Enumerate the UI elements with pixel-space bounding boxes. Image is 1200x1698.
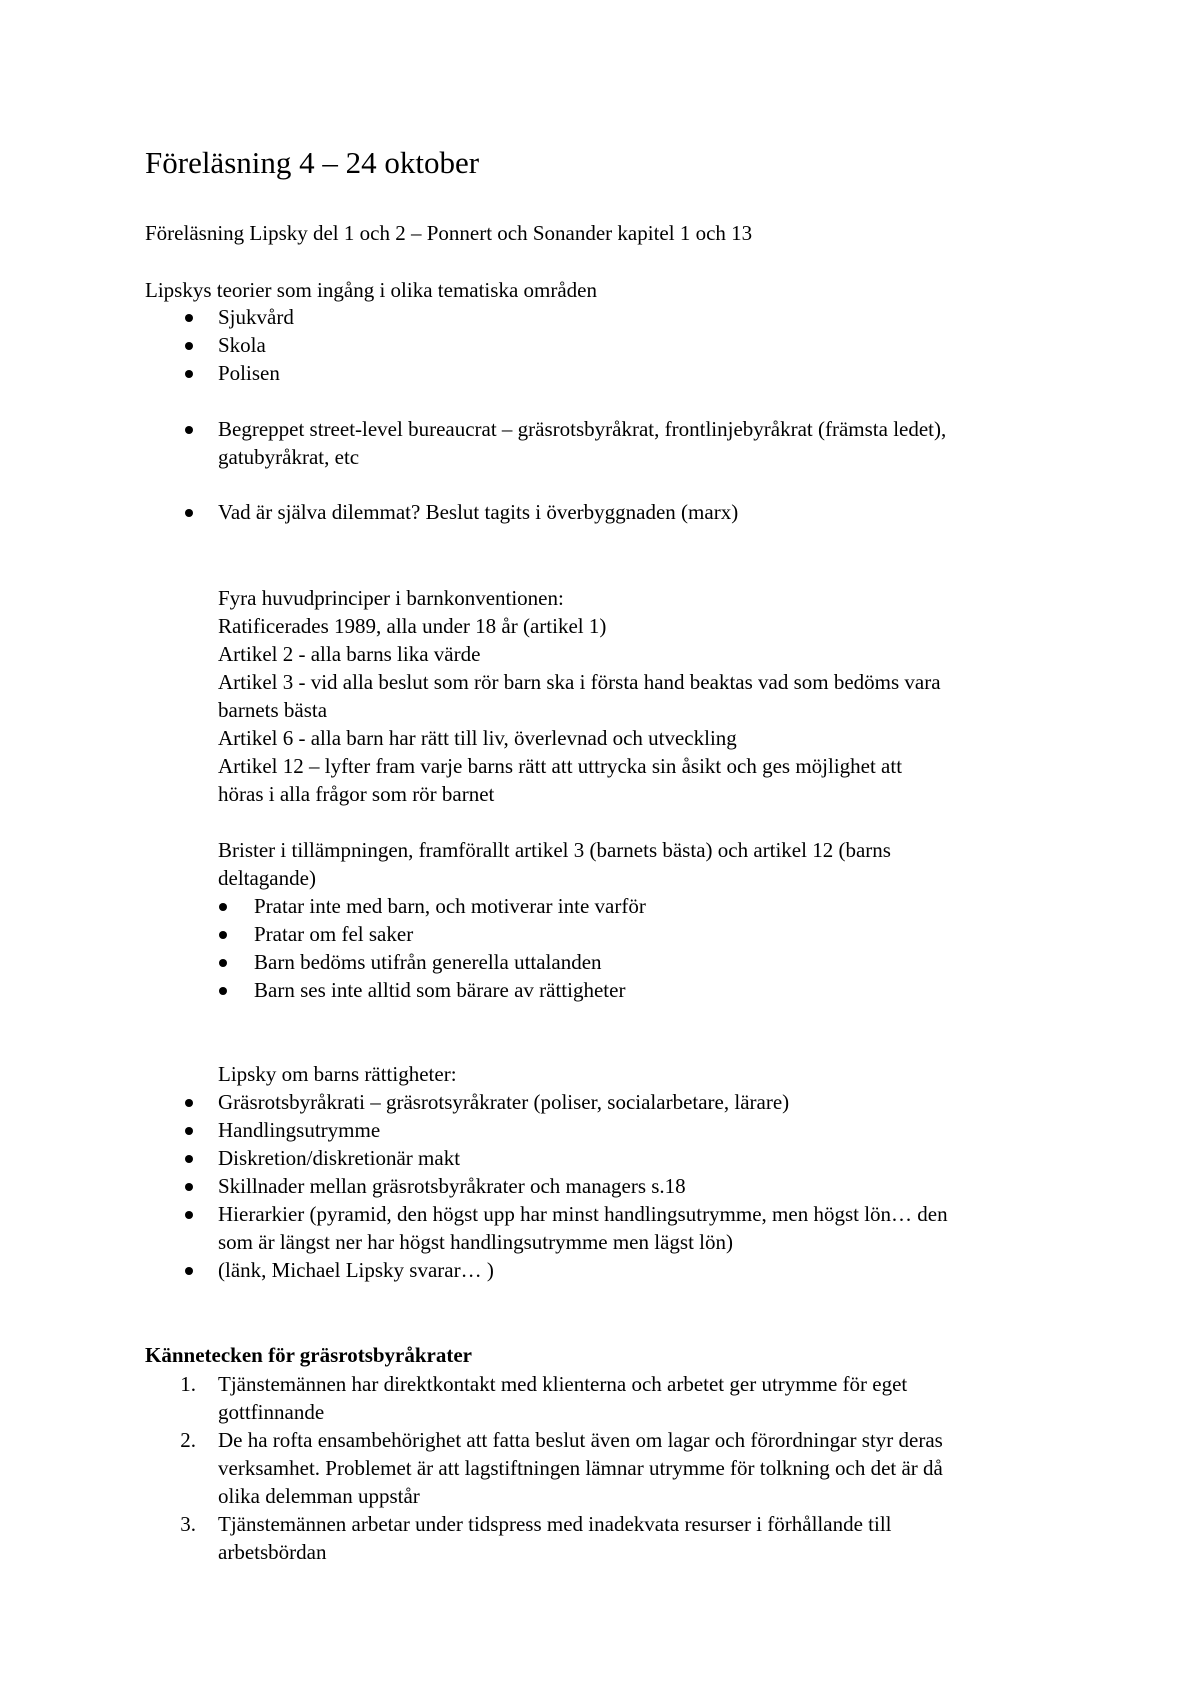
list-item: Vad är själva dilemmat? Beslut tagits i överbyggnaden (marx) [218,500,739,524]
bullet-icon [219,959,227,967]
page-title: Föreläsning 4 – 24 oktober [145,145,480,180]
bullet-icon [185,1183,193,1191]
list-item: Barn ses inte alltid som bärare av rättigheter [254,978,626,1002]
lecture-subtitle: Föreläsning Lipsky del 1 och 2 – Ponnert och Sonander kapitel 1 och 13 [145,221,753,245]
bullet-icon [185,1155,193,1163]
list-item: Pratar inte med barn, och motiverar inte varför [254,894,646,918]
list-item: Hierarkier (pyramid, den högst upp har minst handlingsutrymme, men högst lön… den [218,1202,948,1226]
list-item: Barn bedöms utifrån generella uttalanden [254,950,602,974]
convention-line: Artikel 12 – lyfter fram varje barns rätt att uttrycka sin åsikt och ges möjlighet att [218,754,903,778]
list-item: Polisen [218,361,280,385]
list-item: Sjukvård [218,305,294,329]
bullet-icon [185,314,193,322]
convention-line: barnets bästa [218,698,328,722]
numbered-item: Tjänstemännen har direktkontakt med klienterna och arbetet ger utrymme för eget [218,1372,908,1396]
list-number: 1. [180,1372,196,1396]
convention-line: Artikel 6 - alla barn har rätt till liv, överlevnad och utveckling [218,726,737,750]
list-item: Skillnader mellan gräsrotsbyråkrater och managers s.18 [218,1174,686,1198]
bullet-icon [185,509,193,517]
convention-heading: Fyra huvudprinciper i barnkonventionen: [218,586,564,610]
section-heading: Kännetecken för gräsrotsbyråkrater [145,1343,472,1367]
list-number: 2. [180,1428,196,1452]
list-item: Skola [218,333,266,357]
list-item: Pratar om fel saker [254,922,414,946]
bullet-icon [219,903,227,911]
numbered-item-continuation: gottfinnande [218,1400,325,1424]
convention-line: Artikel 2 - alla barns lika värde [218,642,481,666]
lipsky-rights-heading: Lipsky om barns rättigheter: [218,1062,457,1086]
list-item: Begreppet street-level bureaucrat – gräsrotsbyråkrat, frontlinjebyråkrat (främsta ledet), [218,417,947,441]
numbered-item-continuation: olika delemman uppstår [218,1484,420,1508]
bullet-icon [185,426,193,434]
bullet-icon [219,987,227,995]
numbered-item: De ha rofta ensambehörighet att fatta beslut även om lagar och förordningar styr deras [218,1428,943,1452]
bullet-icon [219,931,227,939]
numbered-item: Tjänstemännen arbetar under tidspress med inadekvata resurser i förhållande till [218,1512,892,1536]
list-item: Diskretion/diskretionär makt [218,1146,461,1170]
shortcomings-text: Brister i tillämpningen, framförallt artikel 3 (barnets bästa) och artikel 12 (barns [218,838,891,862]
convention-line: höras i alla frågor som rör barnet [218,782,495,806]
numbered-item-continuation: arbetsbördan [218,1540,327,1564]
bullet-icon [185,1211,193,1219]
shortcomings-text: deltagande) [218,866,316,890]
bullet-icon [185,1099,193,1107]
bullet-icon [185,1267,193,1275]
list-item: Handlingsutrymme [218,1118,381,1142]
list-item-continuation: som är längst ner har högst handlingsutrymme men lägst lön) [218,1230,733,1254]
bullet-icon [185,1127,193,1135]
numbered-item-continuation: verksamhet. Problemet är att lagstiftningen lämnar utrymme för tolkning och det är då [218,1456,943,1480]
bullet-icon [185,370,193,378]
list-number: 3. [180,1512,196,1536]
bullet-icon [185,342,193,350]
convention-line: Ratificerades 1989, alla under 18 år (artikel 1) [218,614,607,638]
list-item: (länk, Michael Lipsky svarar… ) [218,1258,494,1282]
intro-line: Lipskys teorier som ingång i olika tematiska områden [145,278,597,302]
list-item: Gräsrotsbyråkrati – gräsrotsyråkrater (poliser, socialarbetare, lärare) [218,1090,790,1114]
convention-line: Artikel 3 - vid alla beslut som rör barn ska i första hand beaktas vad som bedöms vara [218,670,941,694]
list-item-continuation: gatubyråkrat, etc [218,445,360,469]
